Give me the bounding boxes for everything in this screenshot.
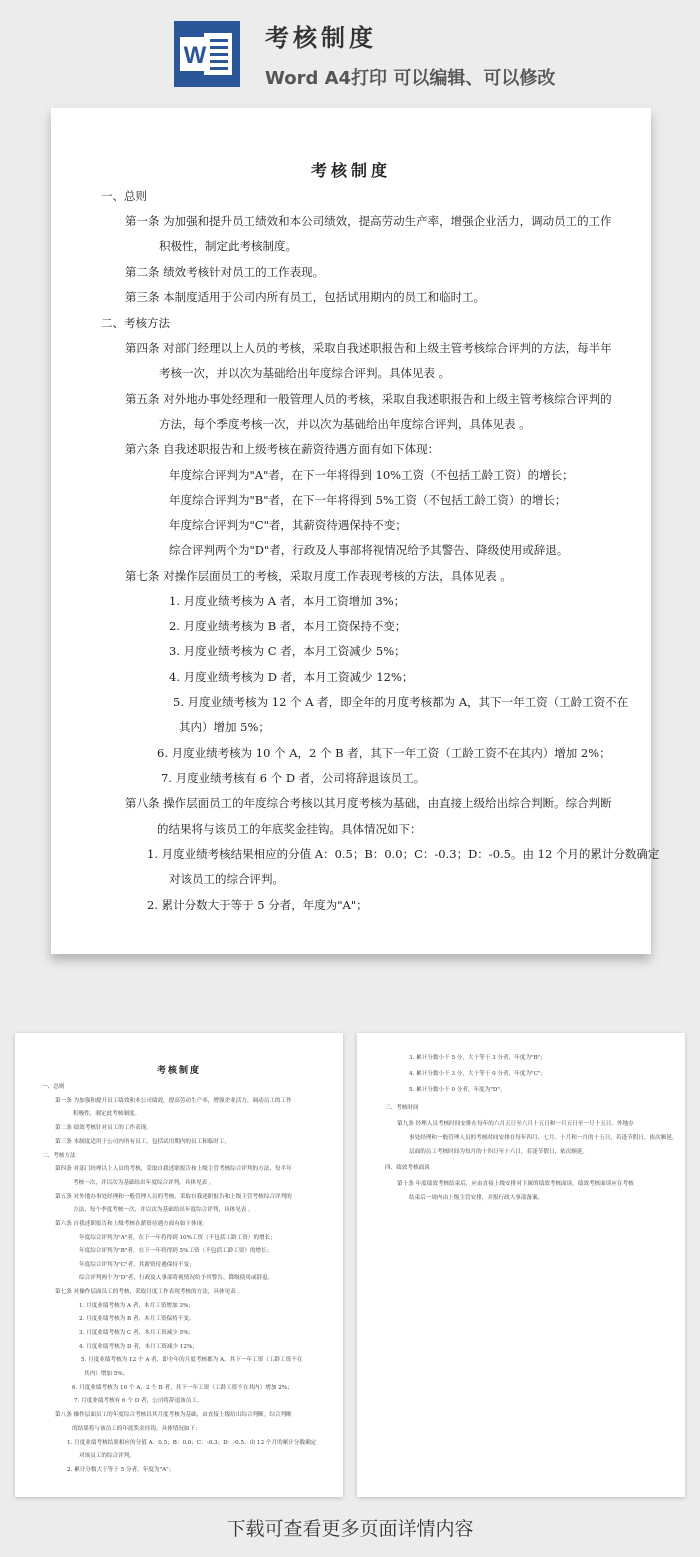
text-line: 综合评判两个为"D"者，行政及人事部将视情况给予其警告、降级使用或辞退。 (169, 543, 569, 557)
text-line: 6. 月度业绩考核为 10 个 A，2 个 B 者，其下一年工资（工龄工资不在其内）增加 2%； (157, 746, 611, 760)
document-page-main (51, 108, 660, 954)
text-line: 对该员工的综合评判。 (79, 1453, 135, 1459)
text-line: 年度综合评判为"A"者，在下一年将得到 10%工资（不包括工龄工资）的增长； (79, 1235, 276, 1241)
text-line: 其内）增加 5%； (179, 720, 270, 734)
text-line: 结束后一周内由上级主管安排，并报行政人事部备案。 (409, 1195, 544, 1201)
thumbnail-page-1[interactable] (15, 1033, 343, 1497)
text-line: 一、总则 (101, 189, 147, 203)
text-line: 层面的员工考核时间为每月的十四日至十六日，若逢节假日，依次顺延。 (409, 1149, 589, 1155)
text-line: 4. 月度业绩考核为 D 者，本月工资减少 12%； (169, 670, 414, 684)
text-line: 年度综合评判为"B"者，在下一年将得到 5%工资（不包括工龄工资）的增长； (169, 493, 567, 507)
text-line: 其内）增加 5%； (84, 1371, 129, 1377)
text-line: 第五条 对外地办事处经理和一般管理人员的考核，采取自我述职报告和上级主管考核综合评判的 (125, 392, 612, 406)
text-line: 2. 累计分数大于等于 5 分者，年度为"A"； (67, 1467, 175, 1473)
text-line: 1. 月度业绩考核结果相应的分值 A：0.5；B：0.0；C：-0.3；D：-0.5。由 12 个月的累计分数确定 (67, 1440, 317, 1446)
text-line: 综合评判两个为"D"者，行政及人事部将视情况给予其警告、降级使用或辞退。 (79, 1275, 274, 1281)
text-line: 考核一次，并以次为基础给出年度综合评判。具体见表 。 (73, 1180, 215, 1186)
text-line: 的结果将与该员工的年底奖金挂钩。具体情况如下： (157, 822, 422, 836)
text-line: 第四条 对部门经理以上人员的考核，采取自我述职报告和上级主管考核综合评判的方法，每半年 (55, 1166, 292, 1172)
footer-caption[interactable]: 下载可查看更多页面详情内容 (226, 1518, 474, 1540)
text-line: 第一条 为加强和提升员工绩效和本公司绩效，提高劳动生产率，增强企业活力，调动员工的工作 (55, 1098, 292, 1104)
text-line: 方法，每个季度考核一次，并以次为基础给出年度综合评判，具体见表 。 (159, 417, 531, 431)
text-line: 第五条 对外地办事处经理和一般管理人员的考核，采取自我述职报告和上级主管考核综合评判的 (55, 1194, 292, 1200)
text-line: 二、考核方法 (101, 316, 170, 330)
text-line: 2. 累计分数大于等于 5 分者，年度为"A"； (147, 898, 368, 912)
text-line: 考核一次，并以次为基础给出年度综合评判。具体见表 。 (159, 366, 451, 380)
text-line: 年度综合评判为"A"者，在下一年将得到 10%工资（不包括工龄工资）的增长； (169, 468, 574, 482)
text-line: 2. 月度业绩考核为 B 者，本月工资保持不变； (79, 1316, 195, 1322)
text-line: 6. 月度业绩考核为 10 个 A，2 个 B 者，其下一年工资（工龄工资不在其内）增加 2%； (72, 1385, 293, 1391)
word-document-icon (174, 21, 240, 87)
text-line: 3. 月度业绩考核为 C 者，本月工资减少 5%； (169, 644, 406, 658)
text-line: 4. 月度业绩考核为 D 者，本月工资减少 12%； (79, 1344, 198, 1350)
thumbnail-title: 考核制度 (156, 1066, 201, 1076)
text-line: 二、考核方法 (42, 1153, 76, 1159)
header-subtitle: Word A4打印 可以编辑、可以修改 (265, 68, 556, 89)
text-line: 5. 月度业绩考核为 12 个 A 者，即全年的月度考核都为 A，其下一年工资（工龄工资不在 (173, 695, 629, 709)
text-line: 1. 月度业绩考核为 A 者，本月工资增加 3%； (169, 594, 406, 608)
text-line: 5. 月度业绩考核为 12 个 A 者，即全年的月度考核都为 A，其下一年工资（工龄工资不在 (81, 1357, 303, 1363)
text-line: 第二条 绩效考核针对员工的工作表现。 (125, 265, 325, 279)
text-line: 2. 月度业绩考核为 B 者，本月工资保持不变； (169, 619, 407, 633)
text-line: 年度综合评判为"C"者，其薪资待遇保持不变； (169, 518, 407, 532)
text-line: 四、绩效考核面谈 (385, 1165, 430, 1171)
thumbnail-page-2[interactable] (357, 1033, 685, 1497)
text-line: 7. 月度业绩考核有 6 个 D 者，公司将辞退该员工。 (74, 1398, 203, 1404)
document-title: 考核制度 (310, 161, 391, 180)
svg-text:W: W (183, 42, 207, 69)
text-line: 一、总则 (42, 1084, 65, 1090)
text-line: 第二条 绩效考核针对员工的工作表现。 (55, 1125, 152, 1131)
text-line: 3. 月度业绩考核为 C 者，本月工资减少 5%； (79, 1330, 195, 1336)
text-line: 第四条 对部门经理以上人员的考核，采取自我述职报告和上级主管考核综合评判的方法，每半年 (125, 341, 612, 355)
text-line: 年度综合评判为"C"者，其薪资待遇保持不变； (79, 1262, 195, 1268)
text-line: 积极性，制定此考核制度。 (159, 239, 297, 253)
text-line: 第七条 对操作层面员工的考核，采取月度工作表现考核的方法，具体见表 。 (125, 569, 512, 583)
text-line: 第三条 本制度适用于公司内所有员工，包括试用期内的员工和临时工。 (125, 290, 486, 304)
text-line: 事处经理和一般管理人员的考核时间安排在每年四月、七月、十月和一月的十五日，若逢节假日，依次顺延。 (409, 1135, 678, 1141)
text-line: 第九条 经理人员考核时间安排在每年的六月五日至六月十五日和一月五日至一月十五日。外地办 (397, 1121, 634, 1127)
text-line: 第七条 对操作层面员工的考核，采取月度工作表现考核的方法，具体见表 。 (55, 1289, 244, 1295)
text-line: 5. 累计分数小于 0 分者，年度为"D"。 (409, 1087, 506, 1093)
text-line: 三、考核时间 (385, 1105, 419, 1111)
header-title: 考核制度 (265, 24, 377, 52)
text-line: 4. 累计分数小于 3 分，大于等于 0 分者，年度为"C"； (409, 1071, 547, 1077)
text-line: 1. 月度业绩考核结果相应的分值 A：0.5；B：0.0；C：-0.3；D：-0.5。由 12 个月的累计分数确定 (147, 847, 660, 861)
text-line: 第八条 操作层面员工的年度综合考核以其月度考核为基础，由直接上级给出综合判断。综合判断 (55, 1412, 292, 1418)
text-line: 7. 月度业绩考核有 6 个 D 者，公司将辞退该员工。 (161, 771, 426, 785)
text-line: 对该员工的综合评判。 (169, 872, 284, 886)
text-line: 积极性，制定此考核制度。 (73, 1111, 141, 1117)
text-line: 年度综合评判为"B"者，在下一年将得到 5%工资（不包括工龄工资）的增长； (79, 1248, 273, 1254)
text-line: 3. 累计分数小于 5 分，大于等于 3 分者，年度为"B"； (409, 1055, 546, 1061)
header-banner (0, 0, 700, 100)
text-line: 第三条 本制度适用于公司内所有员工，包括试用期内的员工和临时工。 (55, 1139, 231, 1145)
text-line: 1. 月度业绩考核为 A 者，本月工资增加 3%； (79, 1303, 194, 1309)
text-line: 第六条 自我述职报告和上级考核在薪资待遇方面有如下体现： (125, 442, 440, 456)
text-line: 第一条 为加强和提升员工绩效和本公司绩效，提高劳动生产率，增强企业活力，调动员工的工作 (125, 214, 612, 228)
text-line: 第六条 自我述职报告和上级考核在薪资待遇方面有如下体现： (55, 1221, 208, 1227)
text-line: 方法，每个季度考核一次，并以次为基础给出年度综合评判，具体见表 。 (73, 1207, 254, 1213)
text-line: 第八条 操作层面员工的年度综合考核以其月度考核为基础，由直接上级给出综合判断。综合判断 (125, 796, 612, 810)
text-line: 第十条 年度绩效考核结束后，应由直接上级安排对下属的绩效考核面谈。绩效考核面谈应在考核 (397, 1181, 634, 1187)
text-line: 的结果将与该员工的年底奖金挂钩。具体情况如下： (72, 1426, 201, 1432)
